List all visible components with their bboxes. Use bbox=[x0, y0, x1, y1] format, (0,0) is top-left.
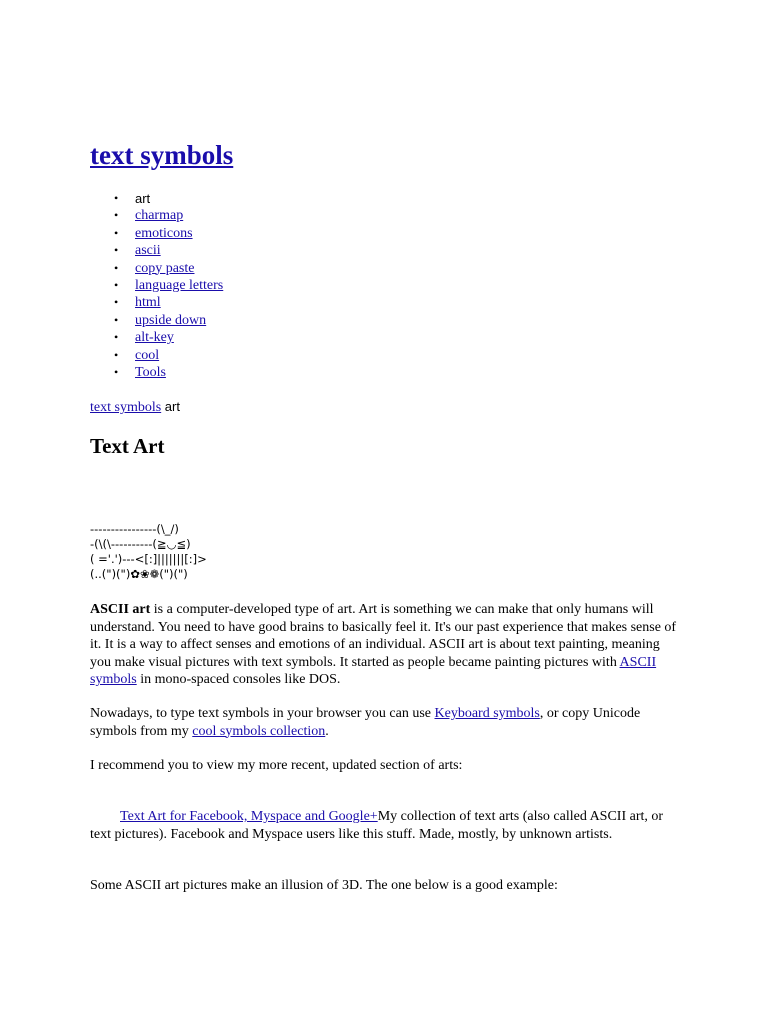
nav-item-language-letters bbox=[114, 277, 224, 294]
nav-item-charmap bbox=[114, 207, 223, 224]
site-title bbox=[90, 138, 233, 172]
nav-list bbox=[90, 190, 223, 381]
nav-item-ascii bbox=[114, 242, 223, 259]
site-title-link[interactable]: text symbols bbox=[90, 140, 234, 170]
nav-link-language-letters[interactable]: language letters bbox=[135, 277, 224, 293]
browser-paragraph bbox=[90, 705, 680, 740]
bullet-icon: • bbox=[114, 243, 119, 258]
nav-link-copy-paste[interactable]: copy paste bbox=[135, 260, 195, 276]
bullet-icon: • bbox=[114, 191, 119, 205]
breadcrumb-home-link[interactable]: text symbols bbox=[90, 400, 162, 415]
nav-item-upside-down bbox=[114, 312, 223, 329]
bullet-icon: • bbox=[114, 277, 119, 292]
nav-item-art bbox=[114, 190, 223, 207]
breadcrumb-current: art bbox=[161, 399, 180, 414]
ascii-symbols-link[interactable]: ASCII symbols bbox=[90, 654, 657, 687]
browser-text-1: Nowadays, to type text symbols in your browser you can use bbox=[90, 706, 435, 721]
nav-item-copy-paste bbox=[114, 260, 223, 277]
keyboard-symbols-link[interactable]: Keyboard symbols bbox=[434, 706, 540, 721]
nav-link-emoticons[interactable]: emoticons bbox=[135, 225, 193, 241]
nav-link-tools[interactable]: Tools bbox=[135, 364, 166, 380]
nav-item-cool bbox=[114, 347, 223, 364]
bullet-icon: • bbox=[114, 225, 119, 240]
nav-item-emoticons bbox=[114, 225, 223, 242]
ascii-art-block: ----------------(\_/) -(\(\----------(≧◡≦) ( ='.')---<[:]|||||||[:]> (..(")(")✿❀❁(")(") bbox=[90, 522, 207, 581]
bullet-icon: • bbox=[114, 260, 119, 275]
page-heading: Text Art bbox=[90, 434, 165, 458]
intro-paragraph bbox=[90, 601, 680, 689]
bullet-icon: • bbox=[114, 364, 119, 379]
nav-item-html bbox=[114, 294, 223, 311]
browser-text-3: . bbox=[325, 723, 329, 739]
text-art-facebook-text: My collection of text arts (also called ASCII art, or text pictures). Facebook and Myspace users like this stuff. Made, mostly, by unknown artists. bbox=[90, 809, 664, 842]
breadcrumb bbox=[90, 398, 180, 417]
cool-symbols-collection-link[interactable]: cool symbols collection bbox=[192, 723, 326, 739]
bullet-icon: • bbox=[114, 347, 119, 362]
bullet-icon: • bbox=[114, 330, 119, 345]
nav-item-tools bbox=[114, 364, 223, 381]
bullet-icon: • bbox=[114, 208, 119, 223]
recommend-paragraph: I recommend you to view my more recent, updated section of arts: bbox=[90, 758, 463, 773]
nav-link-alt-key[interactable]: alt-key bbox=[135, 330, 174, 346]
nav-link-ascii[interactable]: ascii bbox=[135, 243, 161, 259]
text-art-facebook-paragraph bbox=[90, 808, 680, 843]
illusion-3d-paragraph: Some ASCII art pictures make an illusion of 3D. The one below is a good example: bbox=[90, 878, 558, 893]
nav-link-charmap[interactable]: charmap bbox=[135, 208, 184, 224]
intro-text: is a computer-developed type of art. Art is something we can make that only humans will understand. You need to have good brains to basically feel it. It's our past experience that makes sense of it. It is a way to affect senses and emotions of an individual. ASCII art is about text painting, meaning you make visual pictures with text symbols. It started as people became painting pictures with bbox=[90, 602, 677, 670]
nav-item-alt-key bbox=[114, 329, 223, 346]
intro-tail: in mono-spaced consoles like DOS. bbox=[136, 672, 341, 687]
nav-link-html[interactable]: html bbox=[135, 295, 161, 311]
bullet-icon: • bbox=[114, 312, 119, 327]
nav-label-art: art bbox=[135, 191, 151, 206]
nav-link-upside-down[interactable]: upside down bbox=[135, 312, 207, 328]
browser-text-2: , or copy Unicode symbols from my bbox=[90, 706, 641, 739]
text-art-facebook-link[interactable]: Text Art for Facebook, Myspace and Google+ bbox=[120, 809, 378, 824]
intro-bold-term: ASCII art bbox=[90, 602, 151, 617]
bullet-icon: • bbox=[114, 295, 119, 310]
nav-link-cool[interactable]: cool bbox=[135, 347, 160, 363]
